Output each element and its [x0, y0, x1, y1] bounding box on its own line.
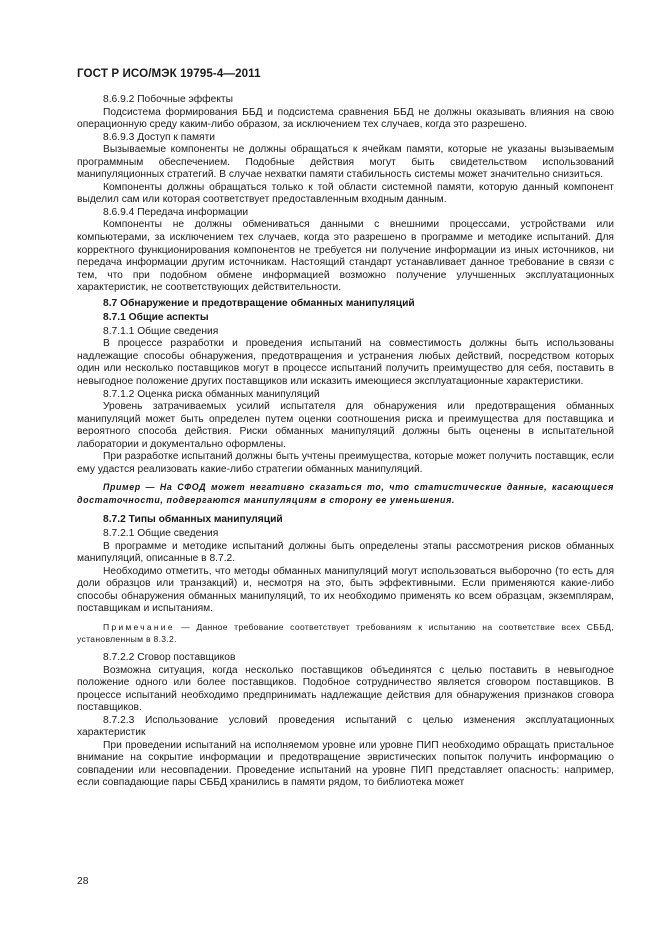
paragraph: Необходимо отметить, что методы обманных манипуляций могут использоваться выборочно (то есть для доли образцов или транзакций) и, несмотря на это, быть эффективными. Если применяются какие-либо способы обнаружения обманных манипуляций, то их необходимо применять ко всем образцам, экземплярам, поставщикам и испытаниям.	[77, 565, 614, 615]
subsection-heading: 8.6.9.3 Доступ к памяти	[103, 131, 216, 143]
paragraph: В процессе разработки и проведения испытаний на совместимость должны быть использованы надлежащие способы обнаружения, предотвращения и устранения любых действий, посредством которых один или несколько поставщиков могут в процессе испытаний получить преимущество для себя, поставить в невыгодное положение других поставщиков или исказить имеющиеся эксплуатационные характеристики.	[77, 338, 614, 388]
subsection-heading: 8.7.1.1 Общие сведения	[103, 325, 219, 337]
document-header: ГОСТ Р ИСО/МЭК 19795-4—2011	[77, 67, 261, 80]
note-text	[77, 621, 614, 646]
paragraph: Компоненты должны обращаться только к той области системной памяти, которую данный компонент выделил сам или которая соответствует предоставленным входным данным.	[77, 181, 614, 206]
paragraph: При проведении испытаний на исполняемом уровне или уровне ПИП необходимо обращать пристальное внимание на сокрытие информации и предотвращение эвристических попыток получить информацию о совпадении или несовпадении. Проведение испытаний на уровне ПИП представляет опасность: например, если совпадающие пары СББД хранились в памяти рядом, то библиотека может	[77, 739, 614, 789]
paragraph: Возможна ситуация, когда несколько поставщиков объединятся с целью поставить в невыгодное положение одного или более поставщиков. Подобное сотрудничество является сговором поставщиков. В процессе испытаний необходимо предпринимать надлежащие действия для обнаружения признаков сговора поставщиков.	[77, 664, 614, 714]
section-heading: 8.7 Обнаружение и предотвращение обманных манипуляций	[103, 297, 415, 309]
paragraph: Уровень затрачиваемых усилий испытателя для обнаружения или предотвращения обманных манипуляций может быть определен путем оценки соотношения риска и преимущества для поставщика и вероятного способа действия. Риски обманных манипуляций должны быть оценены в испытательной лаборатории и документально оформлены.	[77, 401, 614, 450]
paragraph: Компоненты не должны обмениваться данными с внешними процессами, устройствами или компьютерами, за исключением тех случаев, когда это разрешено в программе и методике испытаний. Для корректного функционирования компонентов не требуется ни получение информации из иных источников, ни передача информации другим источникам. Настоящий стандарт устанавливает данное требование в связи с тем, что при подобном обмене информацией возможно получение улучшенных эксплуатационных характеристик, не соответствующих действительности.	[77, 219, 614, 294]
subsection-heading: 8.7.2.3 Использование условий проведения испытаний с целью изменения эксплуатационных характеристик	[77, 714, 614, 739]
subsection-heading: 8.7.2.2 Сговор поставщиков	[103, 651, 236, 663]
paragraph: При разработке испытаний должны быть учтены преимущества, которые может получить поставщик, если ему удастся реализовать какие-либо стратегии обманных манипуляций.	[77, 451, 614, 475]
paragraph: В программе и методике испытаний должны быть определены этапы рассмотрения рисков обманных манипуляций, описанные в 8.7.2.	[77, 540, 614, 565]
note-body: — Данное требование соответствует требованиям к испытанию на соответствие всех СББД, установленным в 8.3.2.	[77, 621, 614, 645]
paragraph: Подсистема формирования ББД и подсистема сравнения ББД не должны оказывать влияния на свою операционную среду каким-либо образом, за исключением тех случаев, когда это разрешено.	[77, 106, 614, 131]
section-heading: 8.7.2 Типы обманных манипуляций	[103, 513, 283, 525]
subsection-heading: 8.7.1.2 Оценка риска обманных манипуляций	[103, 388, 320, 400]
example-text: Пример — На СФОД может негативно сказаться то, что статистические данные, касающиеся достаточности, подвергаются манипуляциям в сторону ее уменьшения.	[77, 482, 614, 505]
section-heading: 8.7.1 Общие аспекты	[103, 312, 209, 324]
paragraph: Вызываемые компоненты не должны обращаться к ячейкам памяти, которые не указаны вызываемым программным обеспечением. Подобные действия могут быть свидетельством использований манипуляционных стратегий. В случае нехватки памяти стабильность системы может значительно снизиться.	[77, 144, 614, 181]
subsection-heading: 8.7.2.1 Общие сведения	[103, 528, 219, 540]
document-body	[77, 94, 614, 790]
page-number: 28	[77, 876, 89, 887]
note-label: Примечание	[103, 621, 175, 632]
subsection-heading: 8.6.9.4 Передача информации	[103, 206, 249, 218]
subsection-heading: 8.6.9.2 Побочные эффекты	[103, 94, 233, 105]
